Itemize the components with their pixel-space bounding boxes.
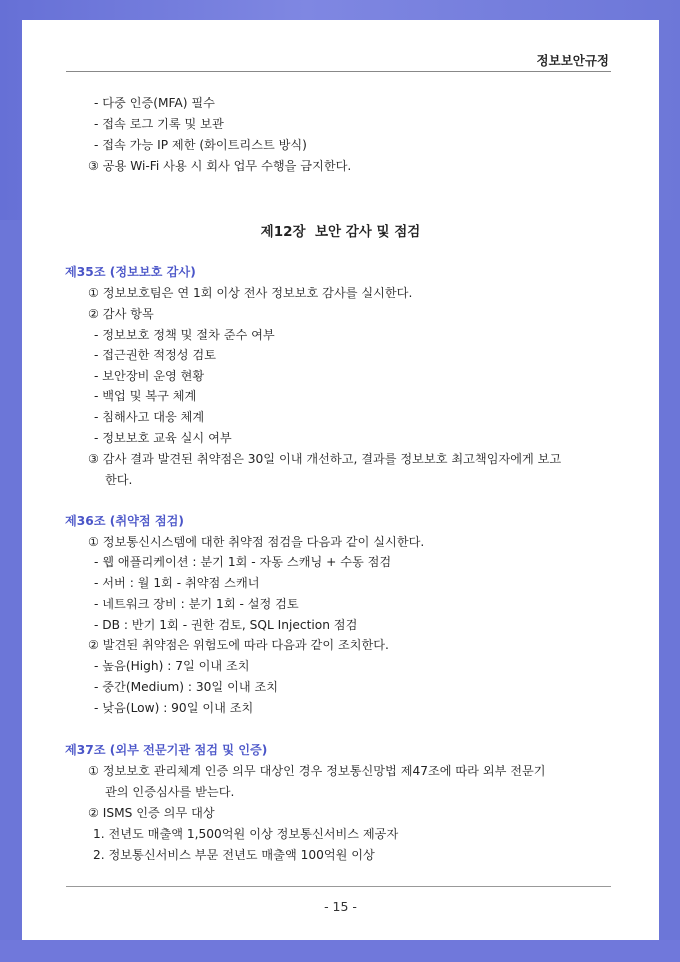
list-item: ① 정보보호팀은 연 1회 이상 전사 정보보호 감사를 실시한다. [88,286,413,300]
list-item: - 정보보호 정책 및 절차 준수 여부 [94,328,275,342]
list-item: - 접속 가능 IP 제한 (화이트리스트 방식) [94,138,307,152]
list-item: - 웹 애플리케이션 : 분기 1회 - 자동 스캐닝 + 수동 점검 [94,555,392,569]
list-item: - 낮음(Low) : 90일 이내 조치 [94,701,254,715]
list-item: ② ISMS 인증 의무 대상 [88,806,215,820]
article-37-heading: 제37조 (외부 전문기관 점검 및 인증) [65,743,268,757]
page-number: - 15 - [324,899,357,914]
list-item: ② 감사 항목 [88,307,154,321]
header-divider [66,71,611,72]
list-item: - 백업 및 복구 체계 [94,389,197,403]
list-item: - 접속 로그 기록 및 보관 [94,117,224,131]
list-item: ① 정보보호 관리체계 인증 의무 대상인 경우 정보통신망법 제47조에 따라 외부 전문기 [88,764,546,778]
list-item: - 중간(Medium) : 30일 이내 조치 [94,680,279,694]
chapter-title: 제12장 보안 감사 및 점검 [260,224,421,240]
list-item: - 다중 인증(MFA) 필수 [94,96,215,110]
list-item: - 침해사고 대응 체계 [94,410,205,424]
list-item-continuation: 한다. [105,473,133,487]
list-item: - 네트워크 장비 : 분기 1회 - 설정 검토 [94,597,299,611]
bottom-background-band [0,940,680,962]
list-item: - 정보보호 교육 실시 여부 [94,431,232,445]
list-item: 1. 전년도 매출액 1,500억원 이상 정보통신서비스 제공자 [93,827,399,841]
document-page [22,20,659,940]
footer-divider [66,886,611,887]
list-item: ③ 감사 결과 발견된 취약점은 30일 이내 개선하고, 결과를 정보보호 최고책임자에게 보고 [88,452,562,466]
list-item: - 높음(High) : 7일 이내 조치 [94,659,250,673]
list-item: ① 정보통신시스템에 대한 취약점 점검을 다음과 같이 실시한다. [88,535,425,549]
document-header-title: 정보보안규정 [536,53,609,68]
list-item: - 서버 : 월 1회 - 취약점 스캐너 [94,576,260,590]
list-item: - DB : 반기 1회 - 권한 검토, SQL Injection 점검 [94,618,358,632]
list-item-continuation: 관의 인증심사를 받는다. [105,785,235,799]
list-item: ③ 공용 Wi-Fi 사용 시 회사 업무 수행을 금지한다. [88,159,352,173]
list-item: 2. 정보통신서비스 부문 전년도 매출액 100억원 이상 [93,848,375,862]
list-item: - 접근권한 적정성 검토 [94,348,216,362]
list-item: ② 발견된 취약점은 위험도에 따라 다음과 같이 조치한다. [88,638,389,652]
article-36-heading: 제36조 (취약점 점검) [65,514,184,528]
article-35-heading: 제35조 (정보보호 감사) [65,265,196,279]
list-item: - 보안장비 운영 현황 [94,369,205,383]
